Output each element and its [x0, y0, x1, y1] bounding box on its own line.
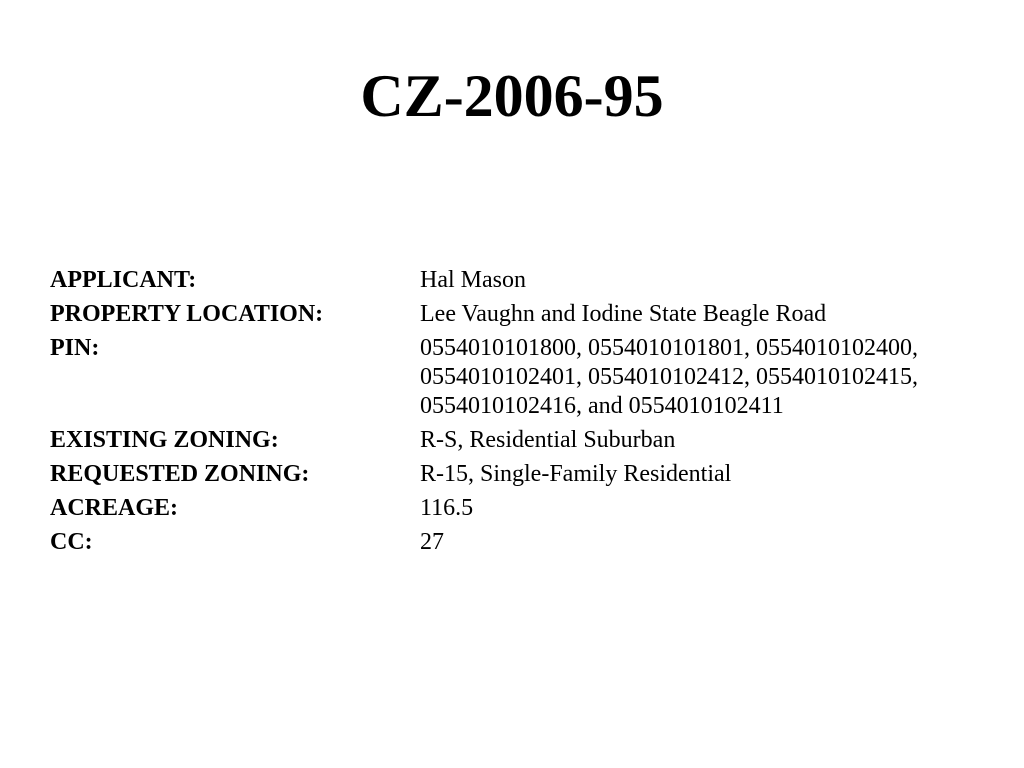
requested-zoning-row: [50, 460, 1016, 489]
pin-label: PIN:: [50, 335, 100, 361]
existing-zoning-value: R-S, Residential Suburban: [420, 427, 676, 453]
property-location-value: Lee Vaughn and Iodine State Beagle Road: [420, 301, 827, 327]
acreage-row: [50, 494, 1016, 523]
requested-zoning-value: R-15, Single-Family Residential: [420, 461, 732, 487]
pin-value: [420, 334, 1016, 421]
existing-zoning-row: [50, 426, 1016, 455]
page-title: CZ-2006-95: [360, 63, 664, 129]
applicant-value: Hal Mason: [420, 267, 526, 293]
existing-zoning-label: EXISTING ZONING:: [50, 427, 279, 453]
acreage-value: 116.5: [420, 495, 474, 521]
acreage-label: ACREAGE:: [50, 495, 179, 521]
pin-line-1: 0554010101800, 0554010101801, 0554010102400,: [420, 335, 918, 361]
property-location-row: [50, 300, 1016, 329]
pin-line-3: 0554010102416, and 0554010102411: [420, 393, 784, 419]
cc-value: 27: [420, 529, 444, 555]
case-info-table: [50, 266, 1016, 562]
applicant-label: APPLICANT:: [50, 267, 197, 293]
requested-zoning-label: REQUESTED ZONING:: [50, 461, 310, 487]
cc-label: CC:: [50, 529, 93, 555]
property-location-label: PROPERTY LOCATION:: [50, 301, 324, 327]
cc-row: [50, 528, 1016, 557]
pin-row: [50, 334, 1016, 421]
pin-line-2: 0554010102401, 0554010102412, 0554010102415,: [420, 364, 918, 390]
applicant-row: [50, 266, 1016, 295]
